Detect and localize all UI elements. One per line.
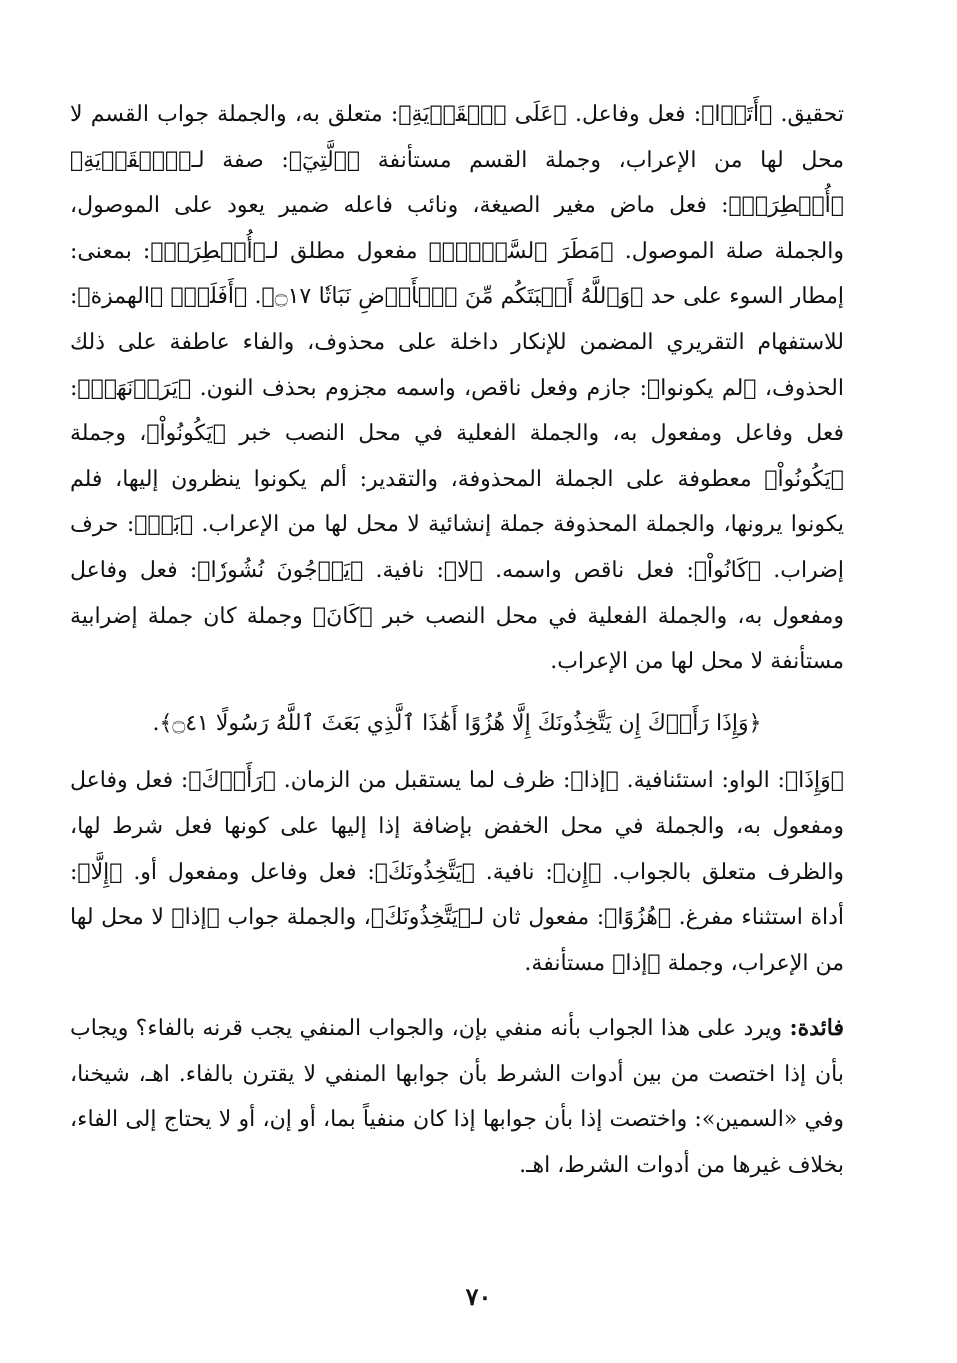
quran-verse: ﴿وَإِذَا رَأَوۡكَ إِن يَتَّخِذُونَكَ إِلَّا هُزُوًا أَهَٰذَا ٱلَّذِي بَعَثَ ٱللَّهُ رَسُولًا ۝٤١﴾. bbox=[152, 710, 762, 736]
paragraph-1: تحقيق. ﴿أَتَوۡا﴾: فعل وفاعل. ﴿عَلَى ٱلۡقَرۡيَةِ﴾: متعلق به، والجملة جواب القسم لا محل لها من الإعراب، وجملة القسم مستأنفة ﴿ٱلَّتِيٓ﴾: صفة لـ﴿ٱلۡقَرۡيَةِ﴾ ﴿أُمۡطِرَتۡ﴾: فعل ماض مغير الصيغة، ونائب فاعله ضمير يعود على الموصول، والجملة صلة الموصول. ﴿مَطَرَ ٱلسَّوۡءِۚ﴾ مفعول مطلق لـ﴿أُمۡطِرَتۡ﴾: بمعنى: إمطار السوء على حد ﴿وَٱللَّهُ أَنۢبَتَكُم مِّنَ ٱلۡأَرۡضِ نَبَاتٗا ۝١٧﴾. ﴿أَفَلَمۡ﴾ ﴿الهمزة﴾: للاستفهام التقريري المضمن للإنكار داخلة على محذوف، والفاء عاطفة على ذلك الحذوف، ﴿لم يكونوا﴾: جازم وفعل ناقص، واسمه مجزوم بحذف النون. ﴿يَرَوۡنَهَاۚ﴾: فعل وفاعل ومفعول به، والجملة الفعلية في محل النصب خبر ﴿يَكُونُواْ﴾، وجملة ﴿يَكُونُواْ﴾ معطوفة على الجملة المحذوفة، والتقدير: ألم يكونوا ينظرون إليها، فلم يكونوا يرونها، والجملة المحذوفة جملة إنشائية لا محل لها من الإعراب. ﴿بَلۡ﴾: حرف إضراب. ﴿كَانُواْ﴾: فعل ناقص واسمه. ﴿لا﴾: نافية. ﴿يَرۡجُونَ نُشُورٗا﴾: فعل وفاعل ومفعول به، والجملة الفعلية في محل النصب خبر ﴿كَانَ﴾ وجملة كان جملة إضرابية مستأنفة لا محل لها من الإعراب. bbox=[70, 102, 844, 675]
paragraph-2: ﴿وَإِذَا﴾: الواو: استئنافية. ﴿إذا﴾: ظرف لما يستقبل من الزمان. ﴿رَأَوۡكَ﴾: فعل وفاعل ومفعول به، والجملة في محل الخفض بإضافة إذا إليها على كونها فعل شرط لها، والظرف متعلق بالجواب. ﴿إِن﴾: نافية. ﴿يَتَّخِذُونَكَ﴾: فعل وفاعل ومفعول أو. ﴿إِلَّا﴾: أداة استثناء مفرغ. ﴿هُزُوًا﴾: مفعول ثان لـ﴿يَتَّخِذُونَكَ﴾، والجملة جواب ﴿إذا﴾ لا محل لها من الإعراب، وجملة ﴿إذا﴾ مستأنفة. bbox=[70, 768, 844, 976]
note-label: فائدة: bbox=[789, 1015, 844, 1042]
note-paragraph bbox=[70, 1006, 844, 1188]
note-text: ويرد على هذا الجواب بأنه منفي بإن، والجواب المنفي يجب قرنه بالفاء؟ ويجاب بأن إذا اختصت من بين أدوات الشرط بأن جوابها المنفي لا يقترن بالفاء. اهـ، شيخنا، وفي «السمين»: واختصت إذا بأن جوابها إذا كان منفياً بما، أو إن، أو لا يحتاج إلى الفاء، بخلاف غيرها من أدوات الشرط، اهـ. bbox=[70, 1016, 844, 1179]
spacer bbox=[70, 986, 844, 1006]
page-number: ٧٠ bbox=[465, 1282, 492, 1311]
page-body bbox=[70, 92, 844, 1189]
